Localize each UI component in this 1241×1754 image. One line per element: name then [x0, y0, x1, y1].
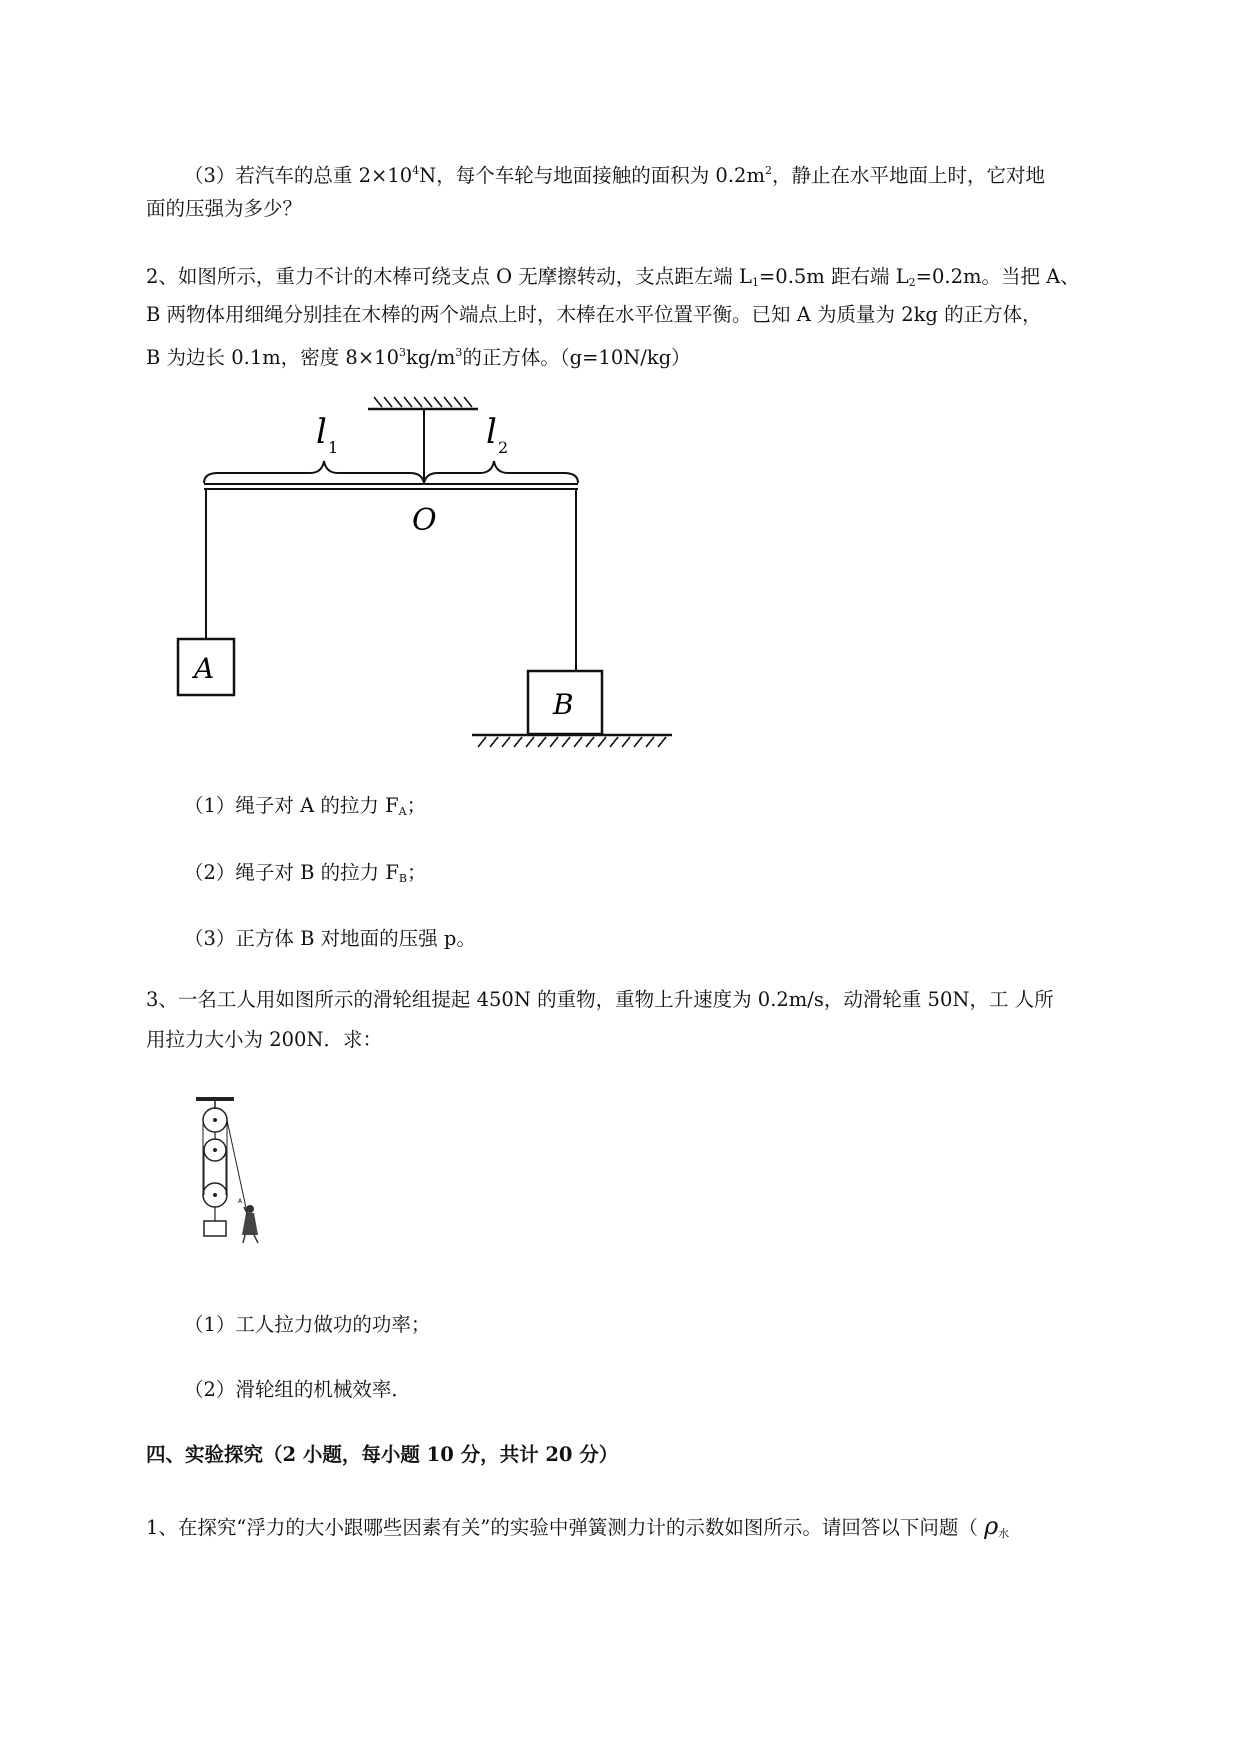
q2-line3: B 为边长 0.1m，密度 $8\times 10^3kg/m^3$的正方体。（g=10N/kg）: [146, 346, 691, 369]
block-a-label: A: [194, 652, 215, 685]
q1-part3-line2: 面的压强为多少？: [146, 197, 303, 220]
q2-sub1: （1）绳子对 A 的拉力 $F_A$；: [184, 794, 427, 818]
pivot-label: O: [412, 503, 437, 538]
q1-part3-line1: （3）若汽车的总重 $2\times 10^4N$，每个车轮与地面接触的面积为 $0.2m^2$，静止在水平地面上时，它对地: [184, 164, 1045, 187]
q3-line2: 用拉力大小为 200N．求：: [146, 1028, 382, 1051]
section4-heading: 四、实验探究（2 小题，每小题 10 分，共计 20 分）: [146, 1443, 619, 1466]
section4-q1-line: 1、在探究“浮力的大小跟哪些因素有关”的实验中弹簧测力计的示数如图所示。请回答以下问题（ $\rho_水$: [146, 1512, 1010, 1540]
q3-sub2: （2）滑轮组的机械效率．: [184, 1378, 411, 1401]
q2-line1: 2、如图所示，重力不计的木棒可绕支点 O 无摩擦转动，支点距左端 $L_1=0.5m$ 距右端 $L_2=0.2m$。当把 A、: [146, 265, 1080, 289]
l1-sub: 1: [328, 438, 339, 457]
l1-label: l: [316, 412, 327, 452]
l2-label: l: [486, 412, 497, 452]
l2-sub: 2: [498, 438, 509, 457]
worker-label: A: [238, 1198, 243, 1205]
q3-line1: 3、一名工人用如图所示的滑轮组提起 450N 的重物，重物上升速度为 0.2m/s，动滑轮重 50N，工 人所: [146, 988, 1054, 1011]
pulley-diagram: [190, 1095, 290, 1255]
q2-sub2: （2）绳子对 B 的拉力 $F_B$；: [184, 861, 427, 885]
q3-sub1: （1）工人拉力做功的功率；: [184, 1313, 431, 1336]
load-block: [204, 1221, 226, 1236]
q2-sub3: （3）正方体 B 对地面的压强 p。: [184, 927, 476, 950]
block-b-label: B: [553, 688, 574, 721]
q2-line2: B 两物体用细绳分别挂在木棒的两个端点上时，木棒在水平位置平衡。已知 A 为质量为 2kg 的正方体，: [146, 303, 1042, 326]
lever-diagram: [160, 395, 680, 765]
